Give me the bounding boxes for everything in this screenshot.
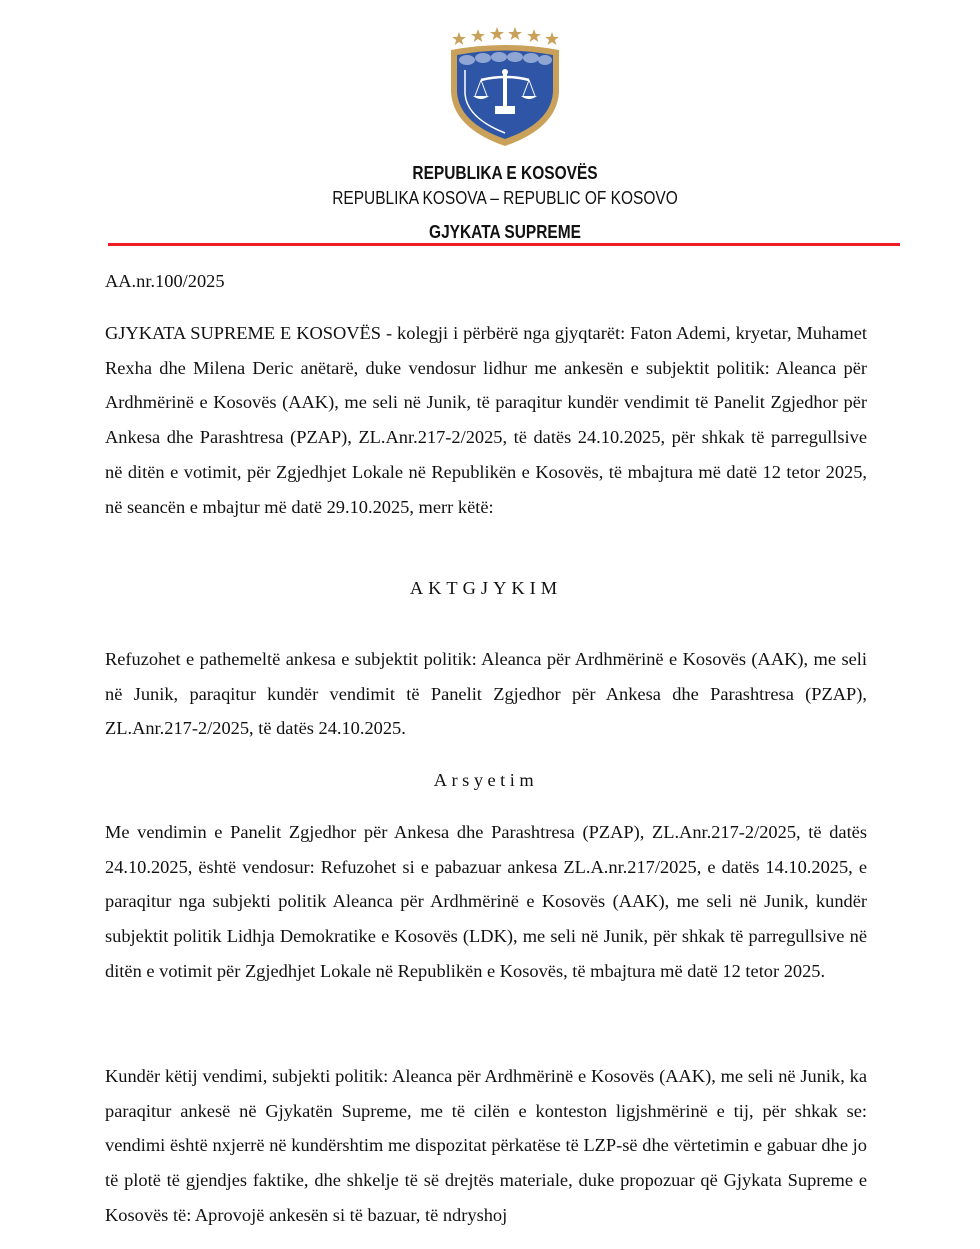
reasoning-heading: Arsyetim: [433, 770, 539, 790]
judgment-heading: AKTGJYKIM: [409, 578, 563, 598]
country-name-serbian-english: REPUBLIKA KOSOVA – REPUBLIC OF KOSOVO: [332, 188, 678, 208]
court-emblem-icon: [445, 20, 565, 150]
intro-paragraph: GJYKATA SUPREME E KOSOVËS - kolegji i përbërë nga gjyqtarët: Faton Ademi, kryetar, Muhamet Rexha dhe Milena Deric anëtarë, duke vendosur lidhur me ankesën e subjektit politik: Aleanca për Ardhmërinë e Kosovës (AAK), me seli në Junik, të paraqitur kundër vendimit të Panelit Zgjedhor për Ankesa dhe Parashtresa (PZAP), ZL.Anr.217-2/2025, të datës 24.10.2025, për shkak të parregullsive në ditën e votimit, për Zgjedhjet Lokale në Republikën e Kosovës, të mbajtura më datë 12 tetor 2025, në seancën e mbajtur më datë 29.10.2025, merr këtë:: [105, 323, 867, 517]
judgment-paragraph: Refuzohet e pathemeltë ankesa e subjektit politik: Aleanca për Ardhmërinë e Kosovës (AAK), me seli në Junik, paraqitur kundër vendimit të Panelit Zgjedhor për Ankesa dhe Parashtresa (PZAP), ZL.Anr.217-2/2025, të datës 24.10.2025.: [105, 649, 867, 739]
reasoning-paragraph-2: Kundër këtij vendimi, subjekti politik: Aleanca për Ardhmërinë e Kosovës (AAK), me seli në Junik, ka paraqitur ankesë në Gjykatën Supreme, me të cilën e konteston ligjshmërinë e tij, për shkak se: vendimi është nxjerrë në kundërshtim me dispozitat përkatëse të LZP-së dhe vërtetimin e gabuar dhe jo të plotë të gjendjes faktike, dhe shkelje të së drejtës materiale, duke propozuar që Gjykata Supreme e Kosovës të: Aprovojë ankesën si të bazuar, të ndryshoj: [105, 1066, 867, 1225]
case-number: AA.nr.100/2025: [105, 271, 225, 291]
reasoning-paragraph-1: Me vendimin e Panelit Zgjedhor për Ankesa dhe Parashtresa (PZAP), ZL.Anr.217-2/2025, të datës 24.10.2025, është vendosur: Refuzohet si e pabazuar ankesa ZL.A.nr.217/2025, e datës 14.10.2025, e paraqitur nga subjekti politik Aleanca për Ardhmërinë e Kosovës (AAK), me seli në Junik, kundër subjektit politik Lidhja Demokratike e Kosovës (LDK), me seli në Junik, për shkak të parregullsive në ditën e votimit për Zgjedhjet Lokale në Republikën e Kosovës, të mbajtura më datë 12 tetor 2025.: [105, 822, 867, 981]
country-name-albanian: REPUBLIKA E KOSOVËS: [412, 163, 598, 183]
header-divider: [108, 243, 900, 246]
court-name: GJYKATA SUPREME: [429, 222, 581, 242]
